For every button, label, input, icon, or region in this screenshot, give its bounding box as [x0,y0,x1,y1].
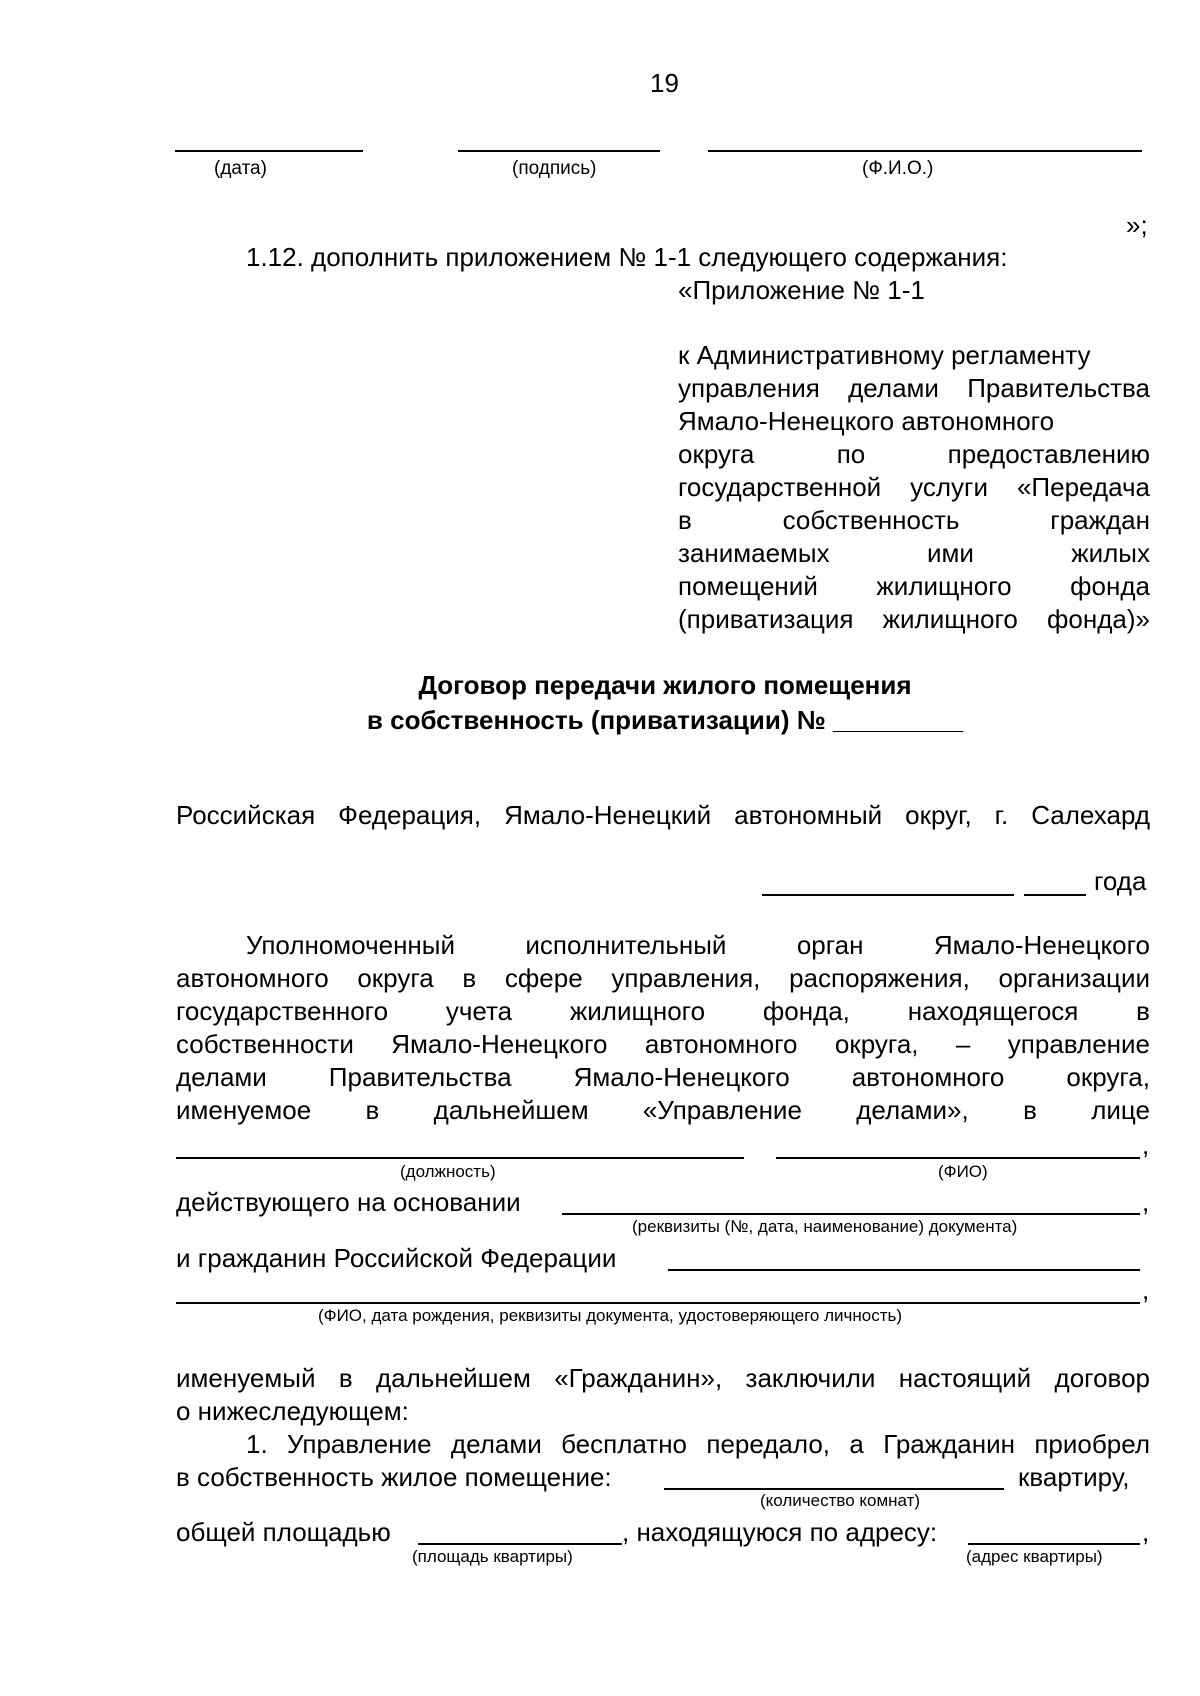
contract-title-line-1: Договор передачи жилого помещения [418,670,912,700]
date-label: (дата) [214,158,267,179]
p1-line-2-prefix: в собственность жилое помещение: [176,1462,612,1492]
year-suffix: года [1094,866,1147,896]
citizen-details-line [176,1302,1140,1304]
named-citizen-line-2: о нижеследующем: [176,1396,409,1426]
named-citizen-line-1: именуемый в дальнейшем «Гражданин», заключили настоящий договор [176,1363,1150,1393]
position-label: (должность) [400,1162,496,1181]
p1-line-3-prefix: общей площадью [176,1517,391,1547]
appendix-line: округа по предоставлению [678,439,1150,469]
doc-details-label: (реквизиты (№, дата, наименование) документа) [632,1217,1018,1236]
p1-line-3-mid: , находящуюся по адресу: [622,1517,938,1547]
closing-quote: »; [1126,210,1148,240]
doc-details-line [562,1213,1140,1215]
rooms-line [664,1488,1004,1490]
rooms-label: (количество комнат) [760,1491,921,1510]
comma: , [1142,1187,1150,1217]
fio-label: (ФИО) [938,1162,988,1181]
appendix-line: государственной услуги «Передача [678,472,1150,502]
appendix-line: (приватизация жилищного фонда)» [678,604,1150,634]
address-line [968,1543,1140,1545]
p1-line-1: 1. Управление делами бесплатно передало, а Гражданин приобрел [246,1429,1150,1459]
intro-line: Уполномоченный исполнительный орган Ямало-Ненецкого [246,930,1150,960]
intro-line: собственности Ямало-Ненецкого автономного округа, – управление [176,1029,1150,1059]
appendix-line: управления делами Правительства [678,373,1150,403]
name-label: (Ф.И.О.) [862,158,934,179]
appendix-title: «Приложение № 1-1 [678,275,925,305]
area-line [418,1543,622,1545]
comma: , [1142,1517,1150,1547]
appendix-line: Ямало-Ненецкого автономного [678,406,1055,436]
position-line [176,1157,744,1159]
address-label: (адрес квартиры) [966,1547,1103,1566]
acting-basis: действующего на основании [176,1187,521,1217]
date-line [175,150,363,152]
comma: , [1142,1130,1150,1160]
intro-line: делами Правительства Ямало-Ненецкого автономного округа, [176,1062,1150,1092]
item-1-12: 1.12. дополнить приложением № 1-1 следующего содержания: [246,242,1008,272]
appendix-line: занимаемых ими жилых [678,538,1150,568]
citizen-details-label: (ФИО, дата рождения, реквизиты документа, удостоверяющего личность) [318,1306,903,1325]
intro-line: именуемое в дальнейшем «Управление делами», в лице [176,1095,1150,1125]
contract-year-line [1024,894,1086,896]
name-line [708,150,1142,152]
signature-label: (подпись) [512,158,597,179]
appendix-line: к Административному регламенту [678,340,1091,370]
appendix-line: помещений жилищного фонда [678,571,1150,601]
contract-date-line [762,894,1014,896]
appendix-line: в собственность граждан [678,505,1150,535]
comma: , [1142,1275,1150,1305]
citizen-text: и гражданин Российской Федерации [176,1243,617,1273]
contract-place: Российская Федерация, Ямало-Ненецкий автономный округ, г. Салехард [176,800,1150,830]
contract-title-line-2: в собственность (приватизации) № _________ [366,705,964,735]
intro-line: автономного округа в сфере управления, распоряжения, организации [176,963,1150,993]
fio-line [776,1157,1140,1159]
signature-line [458,150,660,152]
page-number: 19 [650,68,679,98]
intro-line: государственного учета жилищного фонда, находящегося в [176,996,1150,1026]
area-label: (площадь квартиры) [412,1547,573,1566]
p1-line-2-suffix: квартиру, [1018,1462,1130,1492]
citizen-line [668,1269,1140,1271]
